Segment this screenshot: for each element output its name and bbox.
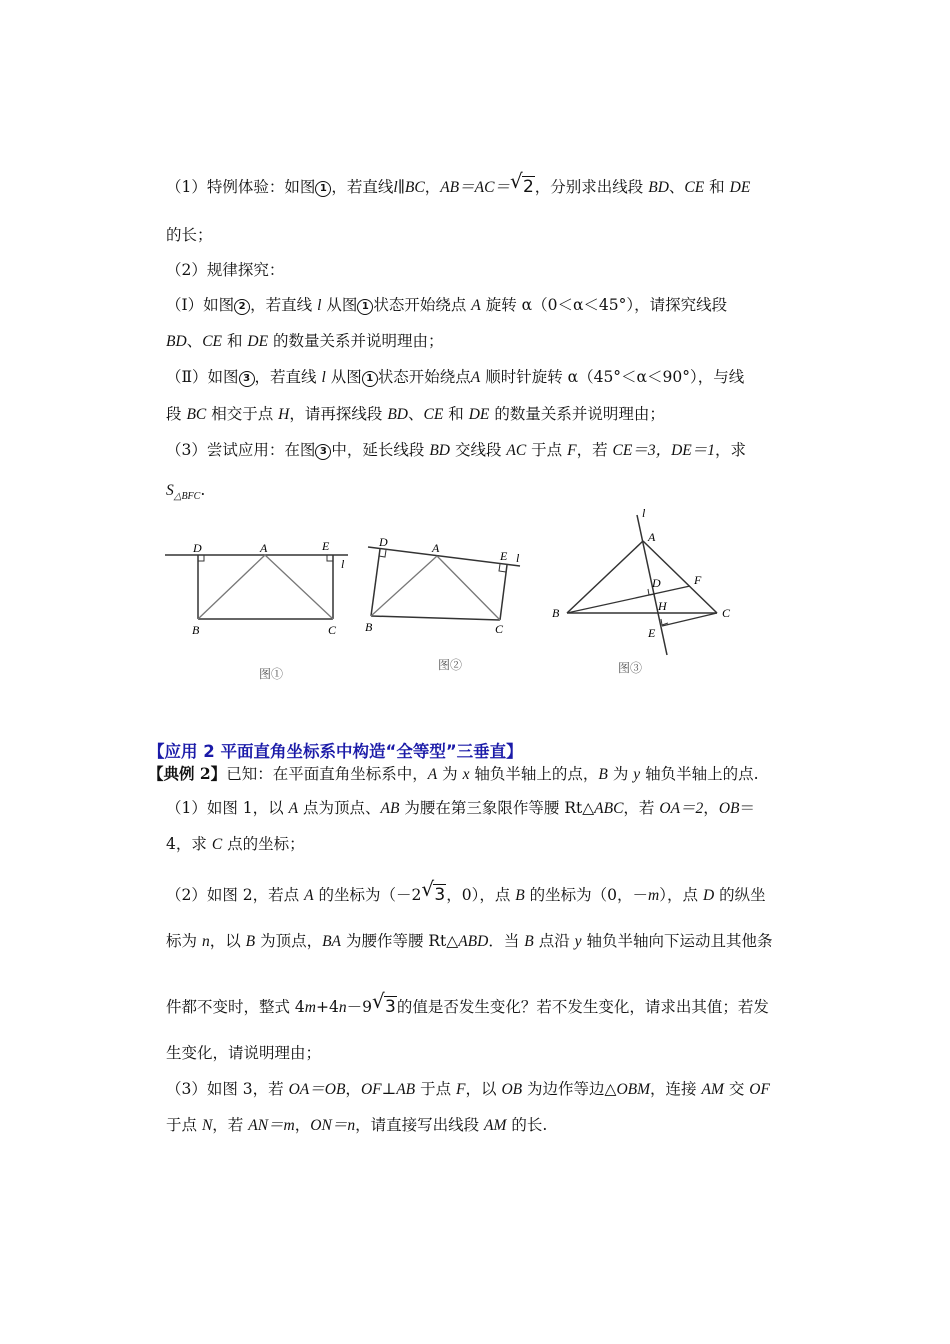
label-D: D (652, 576, 661, 590)
q3-line1: （3）尝试应用：在图 3 中，延长线段 BD 交线段 AC 于点 F，若 CE＝3，DE＝1，求 (166, 441, 746, 459)
example-intro: 【典例 2】已知：在平面直角坐标系中，A 为 x 轴负半轴上的点，B 为 y 轴负半轴上的点. (148, 764, 759, 783)
q2i-line1: （Ⅰ）如图 2 ，若直线 l 从图 1 状态开始绕点 A 旋转 α（0＜α＜45°），请探究线段 (166, 296, 728, 314)
right-angle-mark (198, 555, 204, 561)
label-l: l (642, 506, 646, 520)
q2-line: （2）规律探究： (166, 261, 285, 279)
label-C: C (328, 623, 337, 637)
figure-caption: 图② (438, 658, 463, 672)
segment-AB (198, 555, 265, 619)
figure-2 (360, 530, 535, 675)
segment-BC (371, 616, 500, 620)
figure-3 (545, 505, 745, 680)
q2ii-line2: 段 BC 相交于点 H，请再探线段 BD、CE 和 DE 的数量关系并说明理由； (166, 405, 665, 423)
segment-BF (567, 586, 690, 613)
right-angle-mark (327, 555, 333, 561)
p1-line1: （1）如图 1，以 A 点为顶点、AB 为腰在第三象限作等腰 Rt△ABC，若 OA＝2，OB＝ (166, 799, 755, 817)
label-D: D (193, 541, 202, 555)
q1-line2: 的长； (166, 226, 213, 244)
section-heading: 【应用 2 平面直角坐标系中构造“全等型”三垂直】 (148, 742, 523, 761)
sqrt-expression: √ 3 (371, 989, 396, 1017)
label-H: H (658, 599, 667, 613)
label-B: B (192, 623, 200, 637)
label-E: E (648, 626, 656, 640)
segment-AB (567, 541, 643, 613)
segment-CE (662, 613, 717, 626)
circled-number: 1 (315, 181, 331, 197)
label-C: C (495, 622, 504, 636)
right-angle-mark (661, 619, 668, 625)
p1-line2: 4，求 C 点的坐标； (166, 835, 305, 853)
figure-caption: 图① (259, 667, 284, 681)
p2-line3: 件都不变时，整式 4m+4n－9 √ 3的值是否发生变化？若不发生变化，请求出其值；若发 (166, 989, 769, 1017)
label-l: l (516, 551, 520, 565)
segment-CE (500, 565, 507, 620)
label-A: A (260, 541, 268, 555)
label-B: B (365, 620, 373, 634)
segment-AC (265, 555, 333, 619)
q3-line2: $S_{\triangle BFC}$. (166, 481, 206, 502)
label-E: E (500, 549, 508, 563)
q2ii-line1: （Ⅱ）如图 3 ，若直线 l 从图 1 状态开始绕点A 顺时针旋转 α（45°＜α＜90°），与线 (166, 368, 745, 386)
right-angle-mark (499, 564, 506, 572)
segment-AB (371, 556, 437, 616)
label-B: B (552, 606, 560, 620)
label-l: l (341, 557, 345, 571)
segment-AC (437, 556, 500, 620)
label-F: F (694, 573, 702, 587)
segment-BD (371, 549, 380, 616)
sqrt-expression: √ 2 (509, 169, 534, 197)
figure-1 (160, 535, 360, 685)
label-A: A (648, 530, 656, 544)
q2i-line2: BD、CE 和 DE 的数量关系并说明理由； (166, 332, 444, 350)
p2-line2: 标为 n，以 B 为顶点，BA 为腰作等腰 Rt△ABD．当 B 点沿 y 轴负半轴向下运动且其他条 (166, 932, 773, 950)
sqrt-expression: √ 3 (421, 877, 446, 905)
p2-line4: 生变化，请说明理由； (166, 1044, 322, 1062)
label-C: C (722, 606, 731, 620)
label-E: E (322, 539, 330, 553)
label-A: A (432, 541, 440, 555)
figure-caption: 图③ (618, 661, 643, 675)
p3-line2: 于点 N，若 AN＝m，ON＝n，请直接写出线段 AM 的长. (166, 1116, 548, 1134)
q1-line1: （1）特例体验：如图 1 ，若直线l∥BC，AB＝AC＝ √ 2，分别求出线段 BD、CE 和 DE (166, 169, 751, 197)
p2-line1: （2）如图 2，若点 A 的坐标为（－2 √ 3，0），点 B 的坐标为（0，－m），点 D 的纵坐 (166, 877, 766, 905)
p3-line1: （3）如图 3，若 OA＝OB，OF⊥AB 于点 F，以 OB 为边作等边△OBM，连接 AM 交 OF (166, 1080, 770, 1098)
label-D: D (379, 535, 388, 549)
